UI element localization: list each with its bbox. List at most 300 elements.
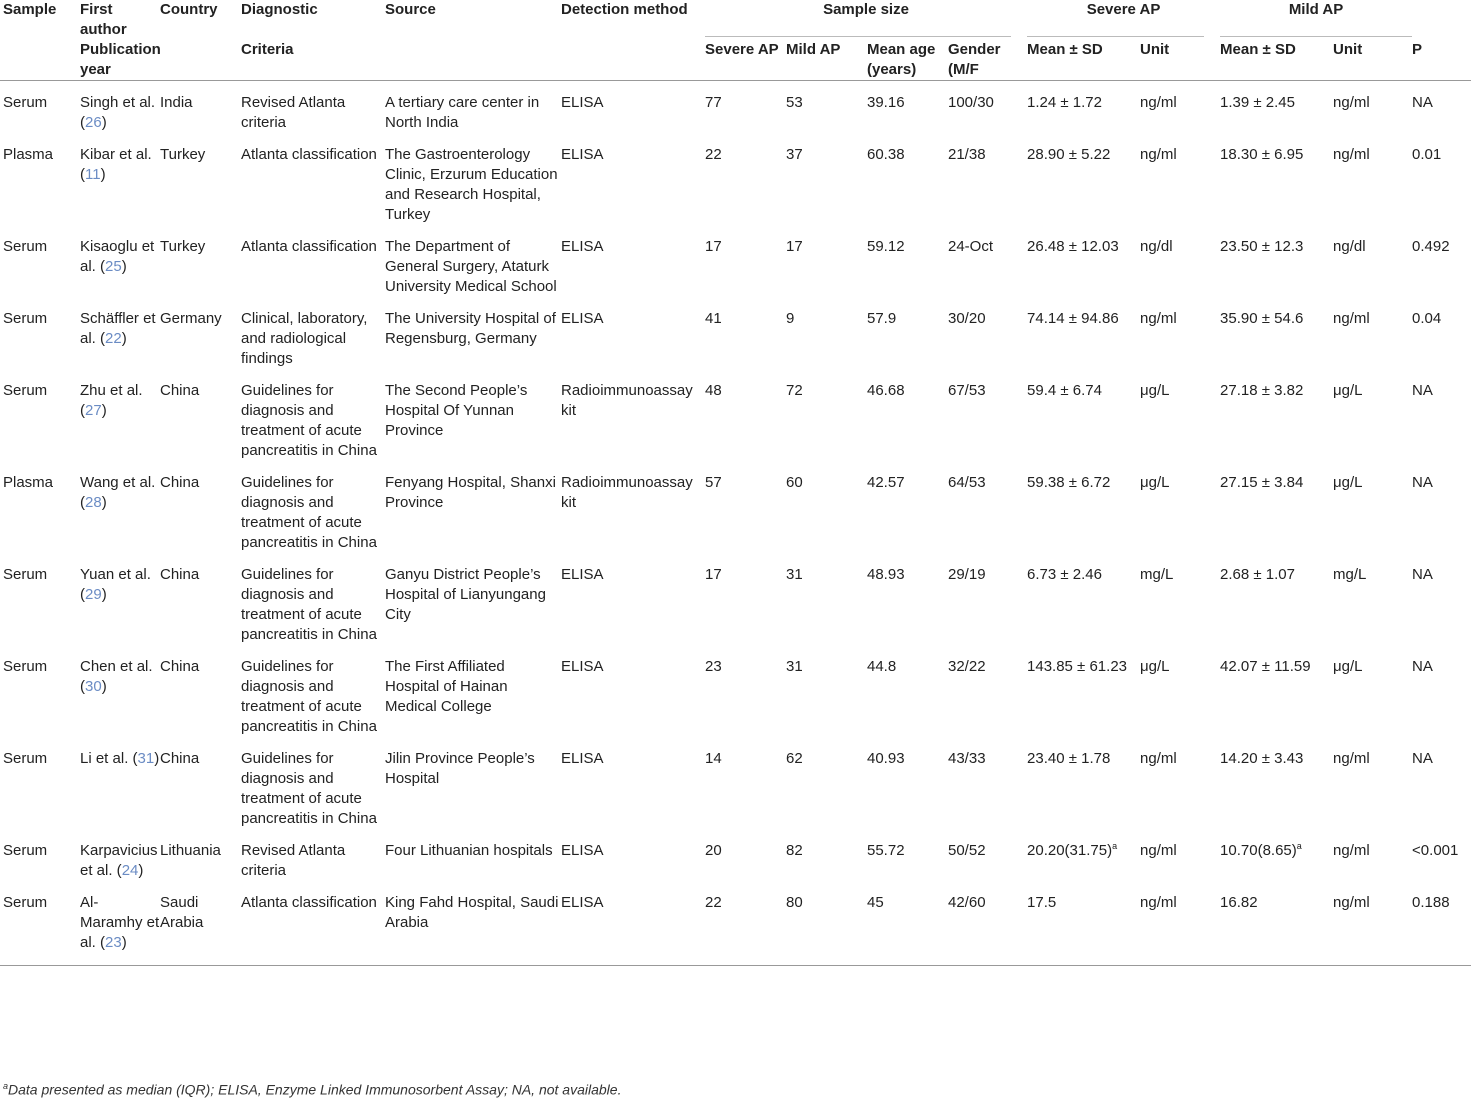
cell-gender bbox=[948, 81, 1027, 134]
group-rule bbox=[705, 20, 1011, 37]
cell-gender-text: 43/33 bbox=[948, 750, 986, 767]
table-body bbox=[0, 81, 1471, 966]
header-mean-sd-severe: Mean ± SD bbox=[1027, 40, 1140, 81]
cell-sample-text: Plasma bbox=[3, 146, 54, 163]
header-empty bbox=[1412, 0, 1471, 40]
reference-link[interactable]: 29 bbox=[85, 586, 102, 603]
cell-severe-unit-text: μg/L bbox=[1140, 658, 1170, 675]
cell-severe-unit-text: ng/ml bbox=[1140, 94, 1177, 111]
cell-severe-unit bbox=[1140, 369, 1220, 461]
cell-method-text: ELISA bbox=[561, 894, 604, 911]
cell-source-text: King Fahd Hospital, Saudi Arabia bbox=[385, 894, 559, 931]
cell-mild-unit bbox=[1333, 461, 1412, 553]
cell-gender-text: 29/19 bbox=[948, 566, 986, 583]
author-text: Schäffler et al. ( bbox=[80, 310, 156, 347]
cell-country-text: China bbox=[160, 382, 200, 399]
cell-method bbox=[561, 297, 705, 369]
cell-author: Singh et al. (26) bbox=[80, 94, 156, 131]
reference-link[interactable]: 27 bbox=[85, 402, 102, 419]
cell-mild-mean-sd-text: 2.68 ± 1.07 bbox=[1220, 566, 1295, 583]
cell-mild-unit-text: μg/L bbox=[1333, 658, 1363, 675]
reference-link[interactable]: 25 bbox=[105, 258, 122, 275]
cell-p-value bbox=[1412, 553, 1471, 645]
cell-severe-unit bbox=[1140, 461, 1220, 553]
cell-method bbox=[561, 829, 705, 881]
cell-gender-text: 50/52 bbox=[948, 842, 986, 859]
cell-country-text: China bbox=[160, 658, 200, 675]
cell-author: Li et al. (31) bbox=[80, 750, 160, 767]
cell-severe-n bbox=[705, 553, 786, 645]
cell-severe-unit bbox=[1140, 553, 1220, 645]
cell-method-text: ELISA bbox=[561, 658, 604, 675]
cell-severe-n bbox=[705, 645, 786, 737]
cell-method-text: Radioimmunoassay kit bbox=[561, 382, 693, 419]
cell-source-text: The Second People’s Hospital Of Yunnan Province bbox=[385, 382, 528, 439]
cell-p-value-text: 0.492 bbox=[1412, 238, 1450, 255]
cell-mild-n bbox=[786, 881, 867, 966]
cell-gender bbox=[948, 133, 1027, 225]
header-mean-age: Mean age (years) bbox=[867, 40, 948, 81]
cell-country bbox=[160, 553, 241, 645]
header-p: P bbox=[1412, 40, 1471, 81]
cell-severe-n-text: 22 bbox=[705, 894, 722, 911]
cell-severe-n bbox=[705, 737, 786, 829]
cell-severe-n bbox=[705, 829, 786, 881]
cell-gender bbox=[948, 297, 1027, 369]
cell-mild-n bbox=[786, 297, 867, 369]
table-row bbox=[0, 737, 1471, 829]
cell-source bbox=[385, 645, 561, 737]
cell-method-text: Radioimmunoassay kit bbox=[561, 474, 693, 511]
cell-severe-n bbox=[705, 369, 786, 461]
cell-severe-mean-sd bbox=[1027, 297, 1140, 369]
cell-p-value bbox=[1412, 369, 1471, 461]
cell-mild-mean-sd-text: 27.15 ± 3.84 bbox=[1220, 474, 1304, 491]
cell-mild-mean-sd bbox=[1220, 829, 1333, 881]
cell-mild-mean-sd-text: 27.18 ± 3.82 bbox=[1220, 382, 1304, 399]
header-country: Country bbox=[160, 1, 218, 18]
cell-mild-unit bbox=[1333, 881, 1412, 966]
cell-severe-unit-text: mg/L bbox=[1140, 566, 1174, 583]
cell-country bbox=[160, 369, 241, 461]
cell-source bbox=[385, 133, 561, 225]
cell-mean-age bbox=[867, 225, 948, 297]
cell-sample bbox=[0, 553, 80, 645]
cell-severe-mean-sd-text: 74.14 ± 94.86 bbox=[1027, 310, 1119, 327]
cell-mild-mean-sd-text: 23.50 ± 12.3 bbox=[1220, 238, 1304, 255]
cell-mild-mean-sd bbox=[1220, 225, 1333, 297]
header-mean-sd-mild: Mean ± SD bbox=[1220, 40, 1333, 81]
cell-severe-mean-sd-text: 59.38 ± 6.72 bbox=[1027, 474, 1111, 491]
cell-source-text: Fenyang Hospital, Shanxi Province bbox=[385, 474, 556, 511]
cell-severe-mean-sd-text: 28.90 ± 5.22 bbox=[1027, 146, 1111, 163]
cell-mild-unit bbox=[1333, 133, 1412, 225]
cell-country bbox=[160, 225, 241, 297]
header-gender: Gender (M/F bbox=[948, 40, 1027, 81]
cell-sample-text: Serum bbox=[3, 310, 48, 327]
cell-mild-mean-sd bbox=[1220, 81, 1333, 134]
cell-method-text: ELISA bbox=[561, 842, 604, 859]
table-row bbox=[0, 829, 1471, 881]
cell-p-value-text: 0.188 bbox=[1412, 894, 1450, 911]
cell-severe-mean-sd bbox=[1027, 881, 1140, 966]
cell-p-value bbox=[1412, 881, 1471, 966]
cell-method bbox=[561, 225, 705, 297]
cell-gender-text: 24-Oct bbox=[948, 238, 994, 255]
cell-mean-age-text: 45 bbox=[867, 894, 884, 911]
cell-criteria-text: Clinical, laboratory, and radiological findings bbox=[241, 310, 368, 367]
cell-method bbox=[561, 645, 705, 737]
table-row bbox=[0, 369, 1471, 461]
cell-method bbox=[561, 369, 705, 461]
cell-severe-n bbox=[705, 225, 786, 297]
cell-mild-mean-sd-text: 42.07 ± 11.59 bbox=[1220, 658, 1311, 675]
cell-method-text: ELISA bbox=[561, 310, 604, 327]
cell-gender-text: 32/22 bbox=[948, 658, 986, 675]
cell-criteria-text: Guidelines for diagnosis and treatment of acute pancreatitis in China bbox=[241, 750, 377, 827]
cell-mean-age-text: 59.12 bbox=[867, 238, 905, 255]
cell-severe-n-text: 41 bbox=[705, 310, 722, 327]
cell-mild-n-text: 60 bbox=[786, 474, 803, 491]
cell-sample-text: Serum bbox=[3, 382, 48, 399]
cell-mild-unit-text: ng/ml bbox=[1333, 842, 1370, 859]
author-text: Kibar et al. ( bbox=[80, 146, 152, 183]
table-row bbox=[0, 297, 1471, 369]
cell-criteria bbox=[241, 225, 385, 297]
cell-mild-mean-sd bbox=[1220, 461, 1333, 553]
cell-source bbox=[385, 297, 561, 369]
cell-mild-unit bbox=[1333, 369, 1412, 461]
cell-mild-n-text: 82 bbox=[786, 842, 803, 859]
cell-criteria bbox=[241, 461, 385, 553]
cell-sample bbox=[0, 297, 80, 369]
cell-mean-age bbox=[867, 829, 948, 881]
cell-severe-n bbox=[705, 81, 786, 134]
cell-author: Kisaoglu et al. (25) bbox=[80, 238, 155, 275]
cell-severe-mean-sd-text: 1.24 ± 1.72 bbox=[1027, 94, 1102, 111]
cell-severe-n-text: 48 bbox=[705, 382, 722, 399]
footnote-marker: a bbox=[3, 1081, 9, 1091]
cell-country bbox=[160, 645, 241, 737]
cell-severe-n bbox=[705, 297, 786, 369]
cell-sample bbox=[0, 881, 80, 966]
header-unit-severe: Unit bbox=[1140, 40, 1220, 81]
cell-mild-unit bbox=[1333, 553, 1412, 645]
cell-criteria bbox=[241, 297, 385, 369]
cell-gender bbox=[948, 461, 1027, 553]
cell-mild-n-text: 9 bbox=[786, 310, 795, 327]
cell-author: Zhu et al. (27) bbox=[80, 382, 143, 419]
cell-criteria bbox=[241, 81, 385, 134]
cell-mild-n bbox=[786, 645, 867, 737]
cell-mild-n bbox=[786, 553, 867, 645]
cell-criteria bbox=[241, 369, 385, 461]
cell-mild-n bbox=[786, 369, 867, 461]
cell-severe-n-text: 14 bbox=[705, 750, 722, 767]
cell-sample bbox=[0, 369, 80, 461]
cell-country-text: Saudi Arabia bbox=[160, 894, 204, 931]
reference-link[interactable]: 31 bbox=[137, 750, 155, 767]
cell-mild-unit-text: ng/ml bbox=[1333, 146, 1370, 163]
cell-severe-n bbox=[705, 133, 786, 225]
author-text: Zhu et al. ( bbox=[80, 382, 143, 419]
cell-severe-n bbox=[705, 461, 786, 553]
cell-mild-unit-text: ng/dl bbox=[1333, 238, 1366, 255]
author-text: Singh et al. ( bbox=[80, 94, 156, 131]
cell-mild-unit bbox=[1333, 737, 1412, 829]
cell-gender-text: 64/53 bbox=[948, 474, 986, 491]
cell-method-text: ELISA bbox=[561, 146, 604, 163]
cell-severe-unit-text: μg/L bbox=[1140, 474, 1170, 491]
cell-method bbox=[561, 461, 705, 553]
cell-mean-age bbox=[867, 461, 948, 553]
header-mild-ap-group-label: Mild AP bbox=[1288, 1, 1344, 18]
header-blank bbox=[160, 40, 241, 81]
cell-sample-text: Serum bbox=[3, 750, 48, 767]
cell-severe-mean-sd-text: 20.20(31.75) bbox=[1027, 842, 1113, 859]
cell-severe-mean-sd bbox=[1027, 133, 1140, 225]
cell-country-text: China bbox=[160, 474, 200, 491]
cell-author: Schäffler et al. (22) bbox=[80, 310, 156, 347]
cell-mild-n-text: 72 bbox=[786, 382, 803, 399]
header-row-1 bbox=[0, 0, 1471, 40]
cell-mild-n bbox=[786, 81, 867, 134]
cell-mean-age bbox=[867, 81, 948, 134]
cell-criteria-text: Atlanta classification bbox=[241, 146, 377, 163]
cell-p-value-text: NA bbox=[1412, 750, 1433, 767]
cell-sample bbox=[0, 737, 80, 829]
cell-source-text: A tertiary care center in North India bbox=[385, 94, 540, 131]
footnote-text: Data presented as median (IQR); ELISA, Enzyme Linked Immunosorbent Assay; NA, not available. bbox=[8, 1081, 622, 1098]
cell-sample bbox=[0, 225, 80, 297]
cell-p-value bbox=[1412, 461, 1471, 553]
cell-mild-mean-sd bbox=[1220, 369, 1333, 461]
cell-mild-mean-sd bbox=[1220, 297, 1333, 369]
cell-severe-mean-sd bbox=[1027, 829, 1140, 881]
cell-source bbox=[385, 737, 561, 829]
header-sample-size: Sample size bbox=[823, 1, 909, 18]
header-mild-ap-group bbox=[1220, 0, 1412, 40]
cell-gender bbox=[948, 225, 1027, 297]
header-blank bbox=[385, 40, 561, 81]
cell-country bbox=[160, 297, 241, 369]
cell-severe-n-text: 17 bbox=[705, 238, 722, 255]
cell-mean-age bbox=[867, 553, 948, 645]
cell-criteria bbox=[241, 881, 385, 966]
cell-severe-mean-sd-text: 23.40 ± 1.78 bbox=[1027, 750, 1111, 767]
cell-mean-age-text: 55.72 bbox=[867, 842, 905, 859]
table-footnote bbox=[3, 1081, 621, 1098]
cell-gender bbox=[948, 369, 1027, 461]
cell-source bbox=[385, 461, 561, 553]
cell-criteria-text: Guidelines for diagnosis and treatment of acute pancreatitis in China bbox=[241, 474, 377, 551]
header-criteria: Criteria bbox=[241, 40, 385, 81]
cell-mild-n-text: 37 bbox=[786, 146, 803, 163]
cell-sample-text: Serum bbox=[3, 238, 48, 255]
table-row bbox=[0, 225, 1471, 297]
cell-severe-n-text: 22 bbox=[705, 146, 722, 163]
cell-mild-mean-sd-text: 18.30 ± 6.95 bbox=[1220, 146, 1304, 163]
cell-country bbox=[160, 81, 241, 134]
cell-mild-unit bbox=[1333, 225, 1412, 297]
cell-source-text: Jilin Province People’s Hospital bbox=[385, 750, 535, 787]
cell-sample bbox=[0, 645, 80, 737]
cell-sample bbox=[0, 461, 80, 553]
cell-severe-mean-sd-text: 17.5 bbox=[1027, 894, 1057, 911]
cell-mean-age bbox=[867, 297, 948, 369]
cell-mild-unit bbox=[1333, 297, 1412, 369]
reference-link[interactable]: 30 bbox=[85, 678, 102, 695]
cell-criteria-text: Atlanta classification bbox=[241, 238, 377, 255]
cell-sample-text: Serum bbox=[3, 94, 48, 111]
cell-severe-unit bbox=[1140, 133, 1220, 225]
table-row bbox=[0, 645, 1471, 737]
cell-severe-mean-sd bbox=[1027, 369, 1140, 461]
cell-mild-n bbox=[786, 133, 867, 225]
cell-p-value bbox=[1412, 737, 1471, 829]
cell-severe-mean-sd bbox=[1027, 225, 1140, 297]
cell-mild-mean-sd-text: 1.39 ± 2.45 bbox=[1220, 94, 1295, 111]
cell-mild-n-text: 31 bbox=[786, 566, 803, 583]
cell-mild-mean-sd-text: 16.82 bbox=[1220, 894, 1258, 911]
cell-mild-n-text: 62 bbox=[786, 750, 803, 767]
cell-mild-mean-sd-text: 14.20 ± 3.43 bbox=[1220, 750, 1304, 767]
cell-p-value bbox=[1412, 645, 1471, 737]
cell-mild-n-text: 31 bbox=[786, 658, 803, 675]
cell-criteria bbox=[241, 553, 385, 645]
reference-link[interactable]: 23 bbox=[105, 934, 122, 951]
cell-mild-unit-text: ng/ml bbox=[1333, 94, 1370, 111]
cell-mild-n bbox=[786, 225, 867, 297]
cell-severe-unit-text: ng/ml bbox=[1140, 146, 1177, 163]
reference-link[interactable]: 26 bbox=[85, 114, 102, 131]
cell-source-text: The Gastroenterology Clinic, Erzurum Education and Research Hospital, Turkey bbox=[385, 146, 558, 223]
cell-mild-n-text: 53 bbox=[786, 94, 803, 111]
table-row bbox=[0, 133, 1471, 225]
cell-severe-mean-sd bbox=[1027, 737, 1140, 829]
cell-country-text: Turkey bbox=[160, 146, 206, 163]
cell-sample bbox=[0, 829, 80, 881]
cell-mild-n bbox=[786, 461, 867, 553]
cell-severe-mean-sd bbox=[1027, 461, 1140, 553]
table-row bbox=[0, 881, 1471, 966]
cell-criteria-text: Atlanta classification bbox=[241, 894, 377, 911]
cell-mild-unit-text: ng/ml bbox=[1333, 894, 1370, 911]
header-severe-ap-group-label: Severe AP bbox=[1086, 1, 1161, 18]
cell-p-value bbox=[1412, 297, 1471, 369]
cell-mean-age-text: 46.68 bbox=[867, 382, 905, 399]
reference-link[interactable]: 24 bbox=[121, 862, 139, 879]
cell-mean-age-text: 39.16 bbox=[867, 94, 905, 111]
cell-criteria-text: Revised Atlanta criteria bbox=[241, 842, 346, 879]
cell-severe-unit-text: ng/ml bbox=[1140, 842, 1177, 859]
cell-criteria-text: Guidelines for diagnosis and treatment of acute pancreatitis in China bbox=[241, 566, 377, 643]
cell-method-text: ELISA bbox=[561, 750, 604, 767]
cell-country bbox=[160, 829, 241, 881]
cell-country-text: India bbox=[160, 94, 193, 111]
cell-method bbox=[561, 133, 705, 225]
cell-author: Yuan et al. (29) bbox=[80, 566, 151, 603]
cell-severe-unit-text: ng/ml bbox=[1140, 750, 1177, 767]
author-text: Chen et al. ( bbox=[80, 658, 153, 695]
cell-severe-mean-sd-text: 6.73 ± 2.46 bbox=[1027, 566, 1102, 583]
cell-mild-mean-sd bbox=[1220, 737, 1333, 829]
cell-severe-n-text: 20 bbox=[705, 842, 722, 859]
header-publication-year: Publication year bbox=[80, 40, 160, 81]
cell-severe-mean-sd-text: 59.4 ± 6.74 bbox=[1027, 382, 1102, 399]
reference-link[interactable]: 22 bbox=[105, 330, 122, 347]
cell-country-text: Lithuania bbox=[160, 842, 221, 859]
cell-source-text: Four Lithuanian hospitals bbox=[385, 842, 553, 859]
cell-author: Wang et al. (28) bbox=[80, 474, 156, 511]
cell-p-value-text: 0.04 bbox=[1412, 310, 1442, 327]
reference-link[interactable]: 11 bbox=[85, 166, 101, 183]
cell-sample-text: Serum bbox=[3, 658, 48, 675]
cell-country-text: Germany bbox=[160, 310, 222, 327]
cell-gender bbox=[948, 553, 1027, 645]
cell-mean-age-text: 44.8 bbox=[867, 658, 897, 675]
header-row-2 bbox=[0, 40, 1471, 81]
cell-mean-age-text: 57.9 bbox=[867, 310, 897, 327]
cell-severe-mean-sd bbox=[1027, 645, 1140, 737]
cell-mild-n bbox=[786, 737, 867, 829]
cell-severe-mean-sd-text: 26.48 ± 12.03 bbox=[1027, 238, 1119, 255]
cell-source bbox=[385, 225, 561, 297]
cell-severe-n-text: 77 bbox=[705, 94, 722, 111]
cell-source-text: Ganyu District People’s Hospital of Lianyungang City bbox=[385, 566, 546, 623]
cell-gender bbox=[948, 829, 1027, 881]
cell-mean-age-text: 48.93 bbox=[867, 566, 905, 583]
cell-severe-n-text: 17 bbox=[705, 566, 722, 583]
cell-mild-mean-sd bbox=[1220, 553, 1333, 645]
cell-mild-mean-sd-text: 10.70(8.65) bbox=[1220, 842, 1297, 859]
cell-source-text: The Department of General Surgery, Ataturk University Medical School bbox=[385, 238, 557, 295]
cell-severe-unit bbox=[1140, 81, 1220, 134]
cell-criteria-text: Guidelines for diagnosis and treatment of acute pancreatitis in China bbox=[241, 658, 377, 735]
author-text: Kisaoglu et al. ( bbox=[80, 238, 155, 275]
cell-p-value bbox=[1412, 829, 1471, 881]
cell-p-value-text: <0.001 bbox=[1412, 842, 1459, 859]
table-row bbox=[0, 81, 1471, 134]
cell-gender-text: 42/60 bbox=[948, 894, 986, 911]
cell-mild-mean-sd bbox=[1220, 881, 1333, 966]
cell-criteria bbox=[241, 737, 385, 829]
cell-country bbox=[160, 461, 241, 553]
header-first-author: First author bbox=[80, 1, 127, 38]
cell-author: Kibar et al. (11) bbox=[80, 146, 152, 183]
cell-gender-text: 100/30 bbox=[948, 94, 994, 111]
author-text: Al-Maramhy et al. ( bbox=[80, 894, 160, 951]
cell-author: Al-Maramhy et al. (23) bbox=[80, 881, 160, 966]
cell-p-value-text: NA bbox=[1412, 382, 1433, 399]
header-severe-ap: Severe AP bbox=[705, 40, 786, 81]
cell-country bbox=[160, 133, 241, 225]
cell-sample-text: Plasma bbox=[3, 474, 54, 491]
cell-method-text: ELISA bbox=[561, 94, 604, 111]
cell-mild-unit-text: μg/L bbox=[1333, 382, 1363, 399]
cell-mean-age bbox=[867, 369, 948, 461]
header-blank bbox=[0, 40, 80, 81]
cell-severe-unit-text: ng/ml bbox=[1140, 894, 1177, 911]
reference-link[interactable]: 28 bbox=[85, 494, 102, 511]
cell-severe-unit bbox=[1140, 645, 1220, 737]
cell-author: Karpavicius et al. (24) bbox=[80, 842, 158, 879]
cell-p-value-text: NA bbox=[1412, 566, 1433, 583]
cell-country bbox=[160, 881, 241, 966]
author-text: Yuan et al. ( bbox=[80, 566, 151, 603]
header-source: Source bbox=[385, 1, 436, 18]
cell-severe-n-text: 57 bbox=[705, 474, 722, 491]
